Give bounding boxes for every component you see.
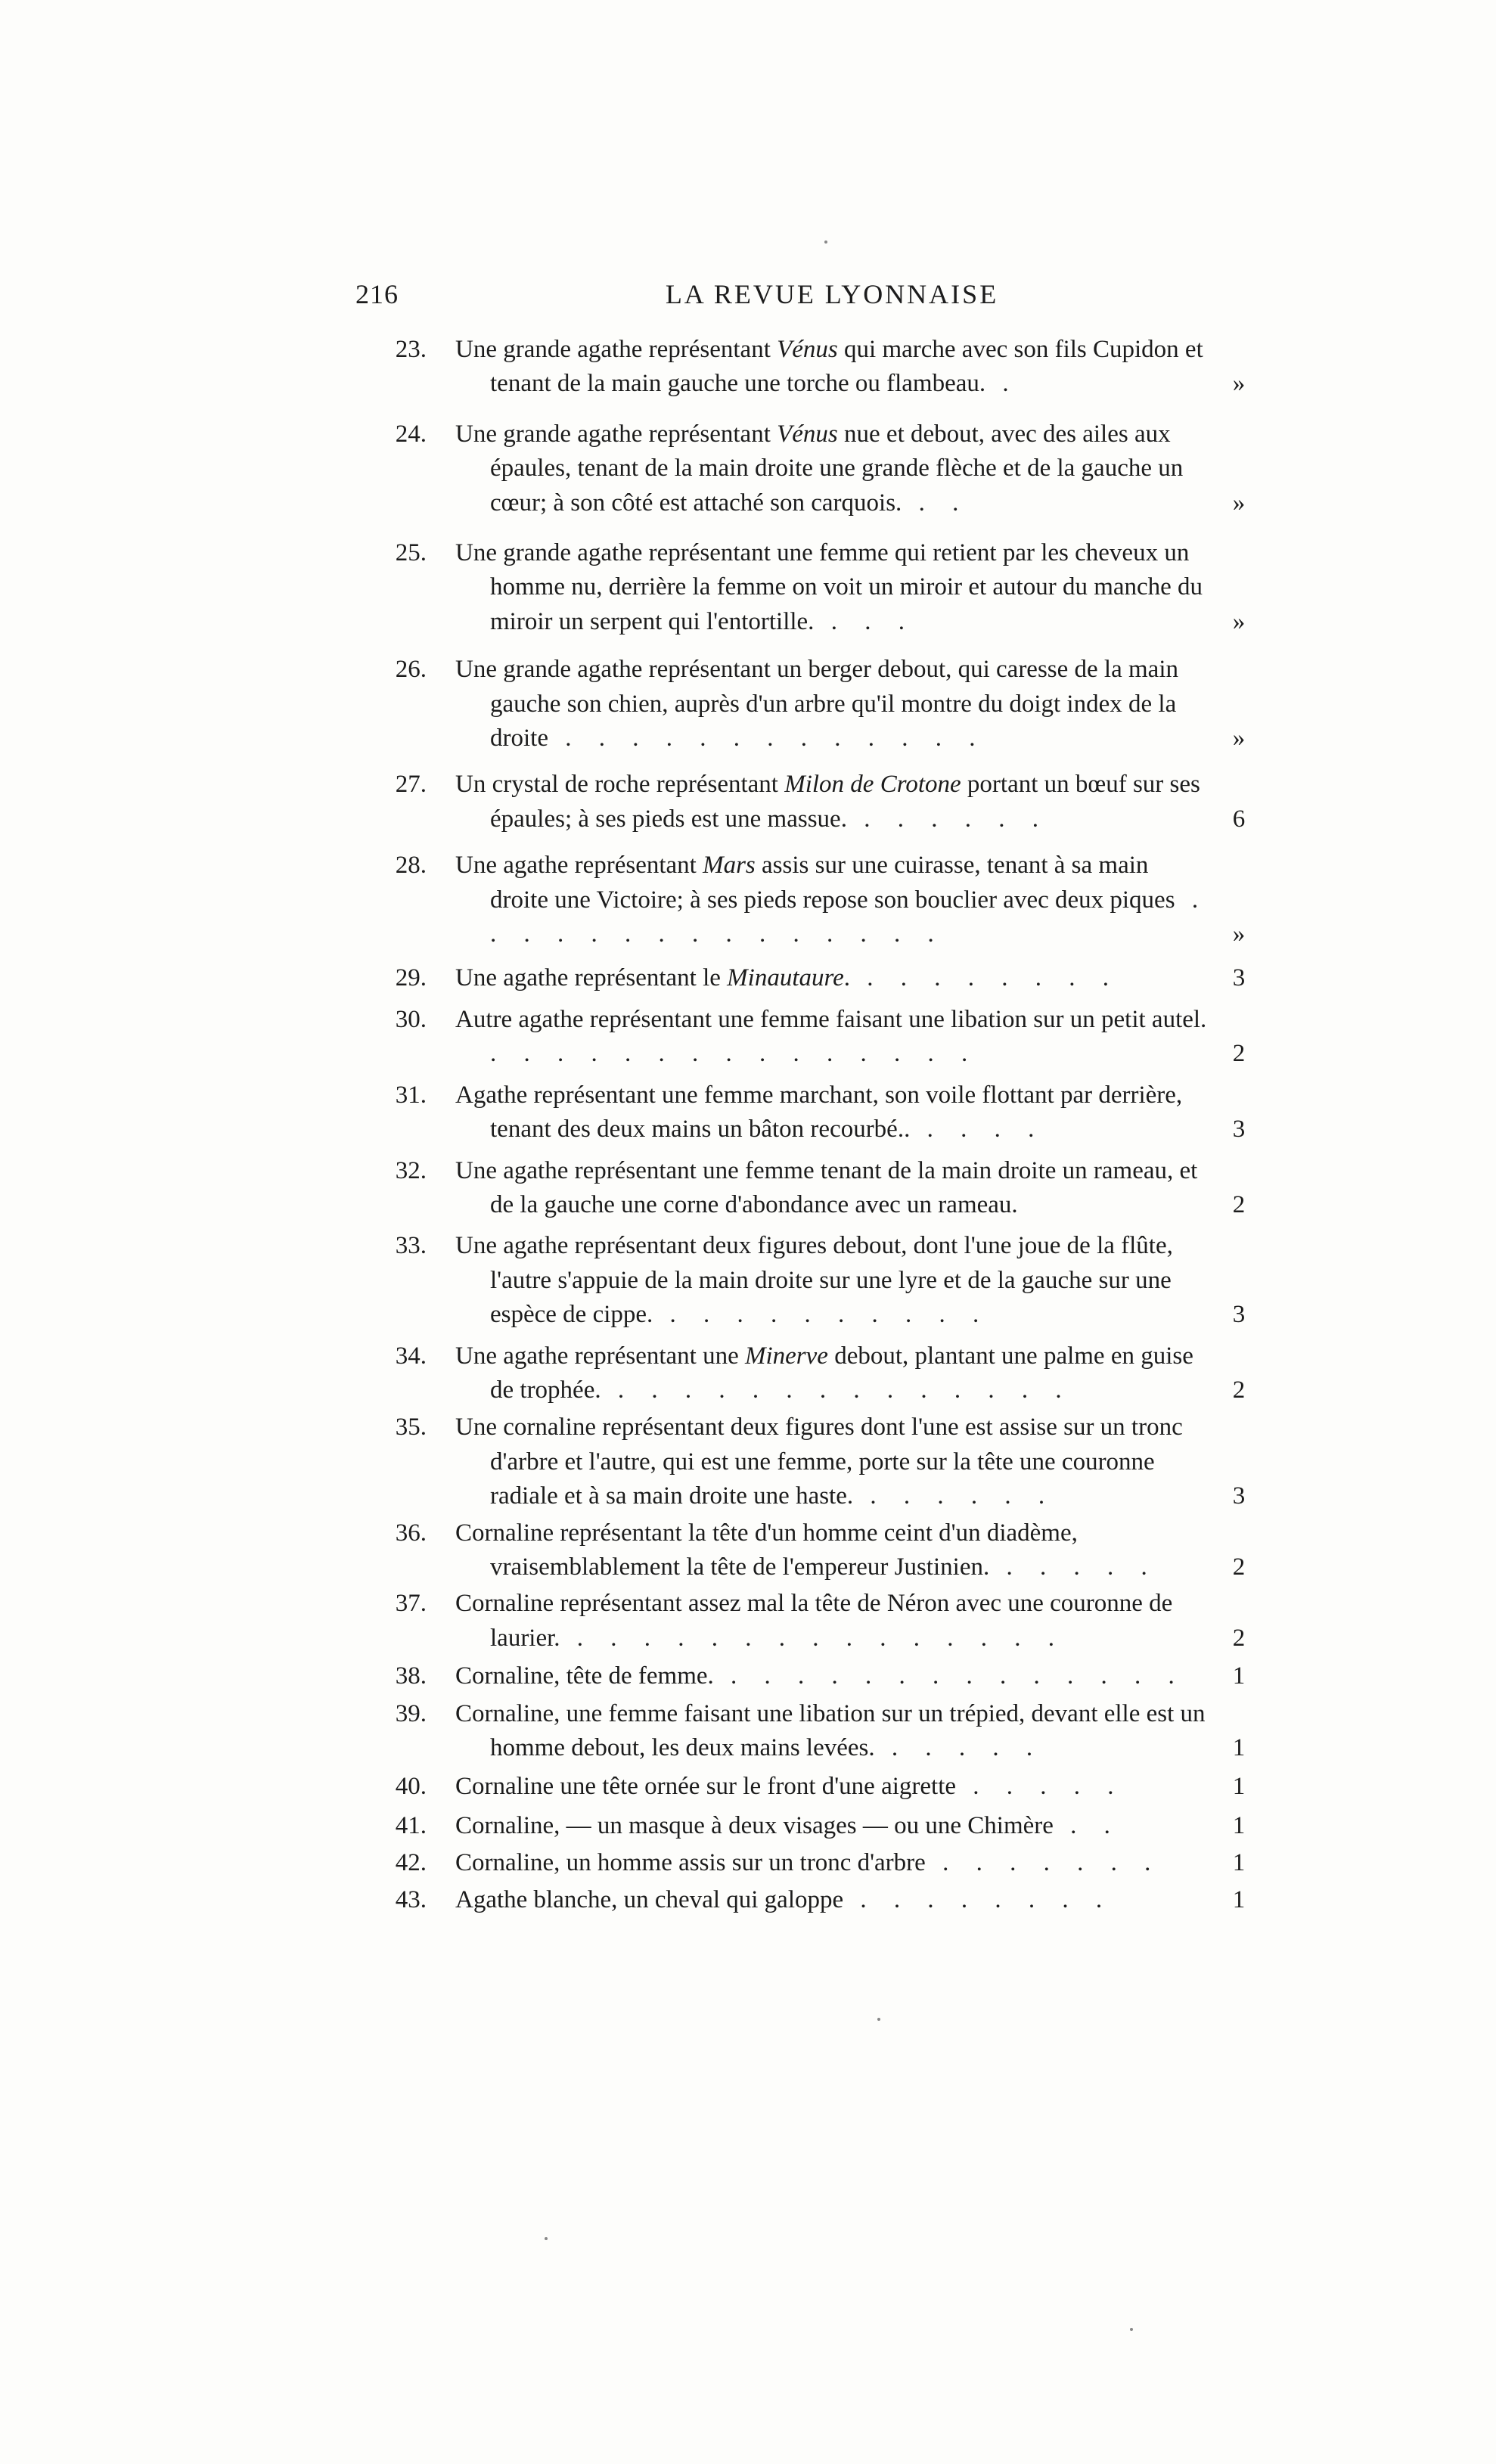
entry-description: Une cornaline représentant deux figures dont l'une est assise sur un tronc d'arbre et l'autre, qui est une femme, porte sur la tête une couronne radiale et à sa main droite une haste. . . . . . . bbox=[455, 1414, 1183, 1510]
entry-value: 1 bbox=[1232, 1885, 1246, 1913]
dot-leader: . . . . . . . . . . . . . . . bbox=[490, 1040, 979, 1068]
entry-description: Une grande agathe représentant une femme qui retient par les cheveux un homme nu, derrière la femme on voit un miroir et autour du manche du miroir un serpent qui l'entortille. . . . bbox=[455, 539, 1203, 635]
catalogue-entry-27 bbox=[371, 768, 1255, 836]
dot-leader: . . . . . bbox=[989, 1553, 1158, 1581]
catalogue-entry-24 bbox=[371, 417, 1255, 520]
entry-value: 2 bbox=[1232, 1624, 1246, 1652]
entry-number: 41. bbox=[395, 1811, 427, 1839]
catalogue-entry-43 bbox=[371, 1883, 1255, 1917]
entry-number: 34. bbox=[395, 1342, 427, 1370]
catalogue-entry-35 bbox=[371, 1410, 1255, 1513]
entry-description: Cornaline représentant assez mal la tête de Néron avec une couronne de laurier. . . . . . . . . . . . . . . . bbox=[455, 1590, 1173, 1652]
entry-value: » bbox=[1232, 607, 1246, 635]
dot-leader: . . . . . . bbox=[853, 1482, 1056, 1510]
entry-number: 38. bbox=[395, 1662, 427, 1690]
entry-description: Cornaline, une femme faisant une libation sur un trépied, devant elle est un homme debout, les deux mains levées. . . . . . bbox=[455, 1699, 1206, 1762]
entry-value: 1 bbox=[1232, 1811, 1246, 1839]
entry-value: » bbox=[1232, 725, 1246, 753]
entry-description: Une agathe représentant une Minerve debout, plantant une palme en guise de trophée. . . . . . . . . . . . . . . bbox=[455, 1342, 1193, 1404]
catalogue-entry-37 bbox=[371, 1587, 1255, 1656]
entry-description: Une grande agathe représentant Vénus qui marche avec son fils Cupidon et tenant de la main gauche une torche ou flambeau. . bbox=[455, 336, 1203, 398]
entry-number: 39. bbox=[395, 1699, 427, 1727]
dot-leader: . . bbox=[902, 489, 970, 517]
catalogue-entry-30 bbox=[371, 1003, 1255, 1072]
catalogue-entry-41 bbox=[371, 1809, 1255, 1843]
entry-italic-name: Minautaure bbox=[727, 964, 844, 991]
entry-number: 26. bbox=[395, 656, 427, 684]
catalogue-entry-32 bbox=[371, 1154, 1255, 1223]
dot-leader: . . . . . . . . bbox=[850, 964, 1119, 991]
entry-value: 1 bbox=[1232, 1734, 1246, 1762]
entry-number: 35. bbox=[395, 1414, 427, 1441]
entry-number: 24. bbox=[395, 420, 427, 448]
dot-leader: . . . . . . . . . . . . . bbox=[548, 725, 986, 753]
dot-leader: . . . . . . . . . . . . . . . bbox=[490, 886, 1209, 948]
catalogue-entry-39 bbox=[371, 1697, 1255, 1766]
entry-value: 1 bbox=[1232, 1849, 1246, 1877]
entry-value: » bbox=[1232, 370, 1246, 398]
catalogue-list bbox=[371, 333, 1255, 1919]
entry-value: 6 bbox=[1232, 805, 1246, 833]
entry-number: 30. bbox=[395, 1005, 427, 1033]
paper-speck bbox=[1130, 2328, 1133, 2331]
entry-value: 3 bbox=[1232, 964, 1246, 991]
entry-value: » bbox=[1232, 489, 1246, 517]
entry-value: 1 bbox=[1232, 1773, 1246, 1801]
dot-leader: . . . . . . . . . . bbox=[653, 1301, 990, 1329]
dot-leader: . . . . bbox=[910, 1116, 1045, 1144]
entry-number: 31. bbox=[395, 1081, 427, 1109]
dot-leader: . . . bbox=[814, 607, 915, 635]
catalogue-entry-29 bbox=[371, 961, 1255, 995]
entry-description: Une agathe représentant Mars assis sur une cuirasse, tenant à sa main droite une Victoire; à ses pieds repose son bouclier avec deux piques . . . . . . . . . . . . . . . bbox=[455, 852, 1209, 948]
paper-speck bbox=[545, 2237, 548, 2240]
catalogue-entry-25 bbox=[371, 536, 1255, 639]
paper-speck bbox=[824, 241, 827, 244]
dot-leader: . . . . . . . . bbox=[843, 1885, 1113, 1913]
entry-value: 2 bbox=[1232, 1376, 1246, 1404]
catalogue-entry-26 bbox=[371, 653, 1255, 756]
dot-leader: . . . . . bbox=[874, 1734, 1044, 1762]
catalogue-entry-42 bbox=[371, 1846, 1255, 1880]
entry-description: Une grande agathe représentant Vénus nue et debout, avec des ailes aux épaules, tenant de la main droite une grande flèche et de la gauche un cœur; à son côté est attaché son carquois. . . bbox=[455, 420, 1184, 517]
page-header bbox=[355, 278, 1255, 316]
entry-description: Une grande agathe représentant un berger debout, qui caresse de la main gauche son chien, auprès d'un arbre qu'il montre du doigt index de la droite . . . . . . . . . . . . . bbox=[455, 656, 1178, 753]
entry-number: 32. bbox=[395, 1156, 427, 1184]
entry-description: Une agathe représentant une femme tenant de la main droite un rameau, et de la gauche une corne d'abondance avec un rameau. bbox=[455, 1156, 1198, 1218]
entry-value: 2 bbox=[1232, 1553, 1246, 1581]
entry-number: 36. bbox=[395, 1519, 427, 1547]
entry-number: 33. bbox=[395, 1232, 427, 1260]
entry-description: Agathe représentant une femme marchant, son voile flottant par derrière, tenant des deux mains un bâton recourbé.. . . . . bbox=[455, 1081, 1183, 1144]
catalogue-entry-38 bbox=[371, 1659, 1255, 1693]
entry-description: Une agathe représentant deux figures debout, dont l'une joue de la flûte, l'autre s'appuie de la main droite sur une lyre et de la gauche sur une espèce de cippe. . . . . . . . . . . bbox=[455, 1232, 1173, 1329]
entry-value: 2 bbox=[1232, 1190, 1246, 1218]
entry-italic-name: Mars bbox=[703, 852, 756, 880]
dot-leader: . . . . . bbox=[956, 1773, 1125, 1801]
entry-value: 3 bbox=[1232, 1301, 1246, 1329]
entry-number: 37. bbox=[395, 1590, 427, 1618]
entry-value: » bbox=[1232, 920, 1246, 948]
entry-italic-name: Minerve bbox=[744, 1342, 828, 1370]
catalogue-entry-23 bbox=[371, 333, 1255, 402]
dot-leader: . . . . . . . bbox=[925, 1849, 1162, 1877]
entry-number: 27. bbox=[395, 771, 427, 799]
entry-italic-name: Milon de Crotone bbox=[784, 771, 961, 799]
entry-description: Autre agathe représentant une femme faisant une libation sur un petit autel. . . . . . . . . . . . . . . . bbox=[455, 1005, 1207, 1068]
entry-description: Agathe blanche, un cheval qui galoppe . . . . . . . . bbox=[455, 1885, 1113, 1913]
catalogue-entry-34 bbox=[371, 1339, 1255, 1408]
dot-leader: . . . . . . . . . . . . . . bbox=[601, 1376, 1072, 1404]
entry-value: 3 bbox=[1232, 1482, 1246, 1510]
paper-speck bbox=[877, 2018, 880, 2021]
catalogue-entry-33 bbox=[371, 1229, 1255, 1332]
dot-leader: . . . . . . . . . . . . . . bbox=[713, 1662, 1185, 1690]
page-number: 216 bbox=[355, 279, 399, 309]
catalogue-entry-36 bbox=[371, 1516, 1255, 1585]
entry-number: 43. bbox=[395, 1885, 427, 1913]
entry-number: 29. bbox=[395, 964, 427, 991]
entry-number: 40. bbox=[395, 1773, 427, 1801]
dot-leader: . . . . . . . . . . . . . . . bbox=[560, 1624, 1066, 1652]
entry-value: 3 bbox=[1232, 1116, 1246, 1144]
entry-italic-name: Vénus bbox=[777, 336, 838, 363]
entry-number: 28. bbox=[395, 852, 427, 880]
dot-leader: . . bbox=[1053, 1811, 1121, 1839]
entry-value: 2 bbox=[1232, 1040, 1246, 1068]
dot-leader: . bbox=[985, 370, 1020, 398]
entry-description: Un crystal de roche représentant Milon de Crotone portant un bœuf sur ses épaules; à ses pieds est une massue. . . . . . . bbox=[455, 771, 1200, 833]
dot-leader: . . . . . . bbox=[846, 805, 1049, 833]
catalogue-entry-28 bbox=[371, 849, 1255, 951]
entry-description: Cornaline, — un masque à deux visages — ou une Chimère . . bbox=[455, 1811, 1121, 1839]
catalogue-entry-40 bbox=[371, 1770, 1255, 1804]
entry-number: 25. bbox=[395, 539, 427, 567]
entry-description: Cornaline, tête de femme. . . . . . . . . . . . . . . bbox=[455, 1662, 1185, 1690]
entry-description: Cornaline représentant la tête d'un homme ceint d'un diadème, vraisemblablement la tête de l'empereur Justinien. . . . . . bbox=[455, 1519, 1158, 1581]
entry-description: Cornaline une tête ornée sur le front d'une aigrette . . . . . bbox=[455, 1773, 1125, 1801]
running-title: LA REVUE LYONNAISE bbox=[665, 279, 999, 309]
entry-number: 42. bbox=[395, 1849, 427, 1877]
entry-italic-name: Vénus bbox=[777, 420, 838, 448]
entry-value: 1 bbox=[1232, 1662, 1246, 1690]
catalogue-entry-31 bbox=[371, 1078, 1255, 1147]
entry-number: 23. bbox=[395, 336, 427, 363]
entry-description: Une agathe représentant le Minautaure. . . . . . . . . bbox=[455, 964, 1119, 991]
entry-description: Cornaline, un homme assis sur un tronc d'arbre . . . . . . . bbox=[455, 1849, 1162, 1877]
